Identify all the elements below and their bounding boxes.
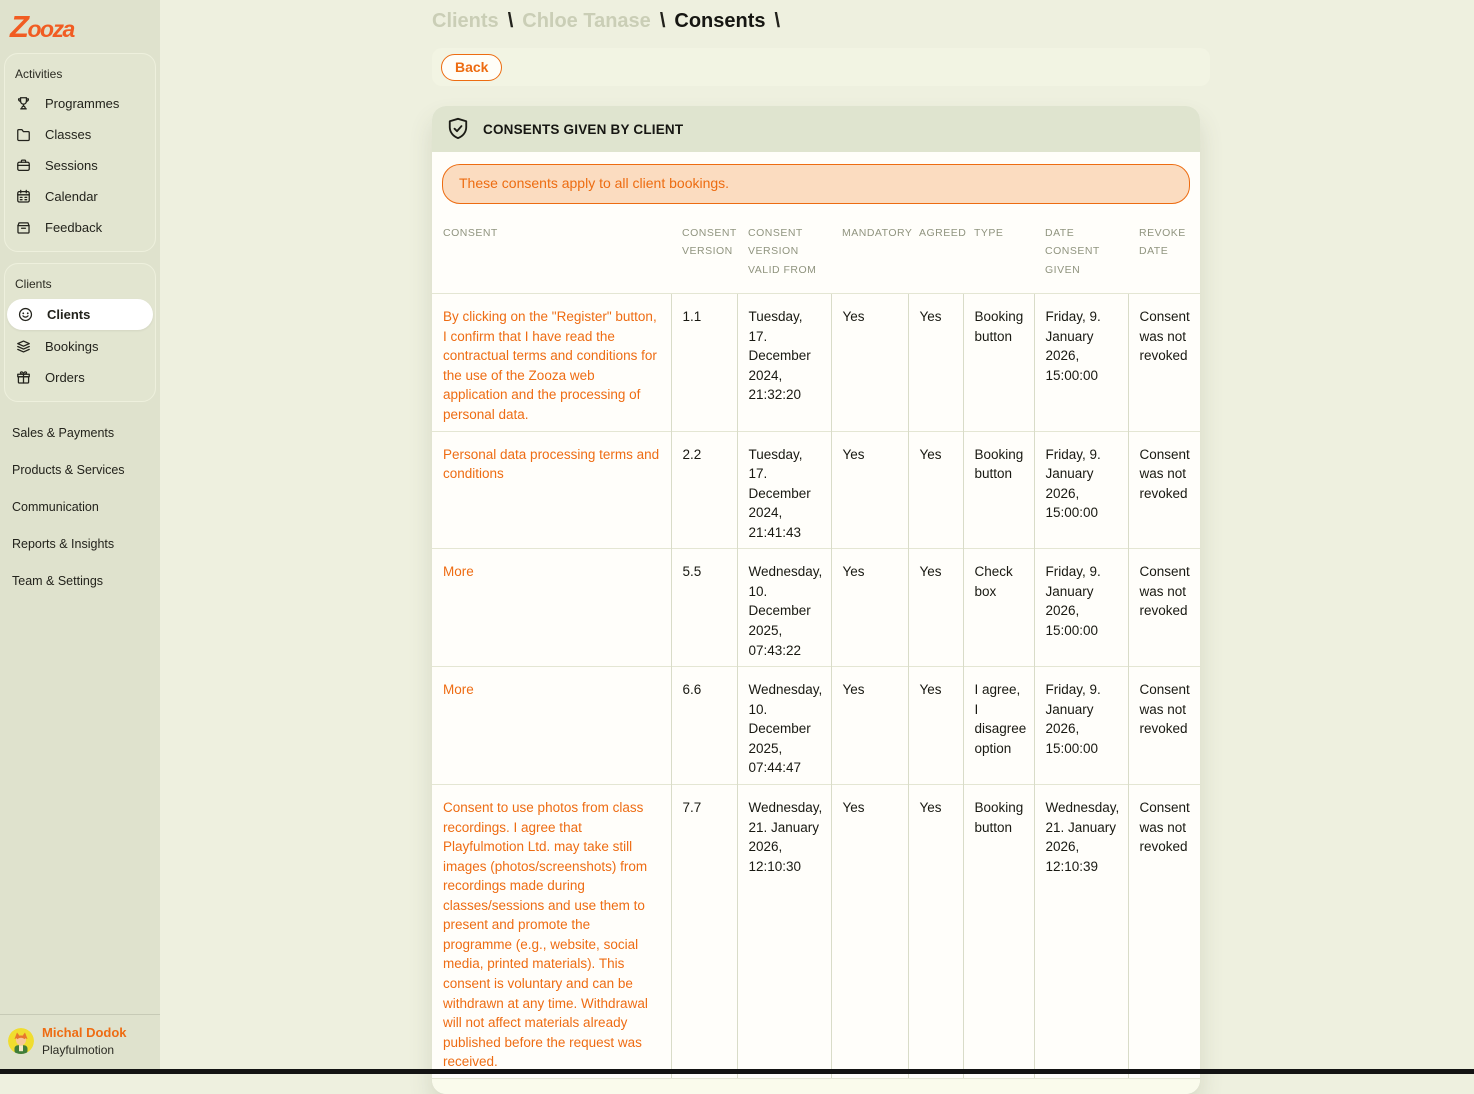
sidebar-item-label: Orders (45, 370, 85, 385)
agreed-cell: Yes (908, 549, 963, 667)
sidebar-item-sessions[interactable] (5, 150, 155, 181)
panel-footer (432, 1078, 1200, 1094)
folder-icon (15, 126, 32, 143)
breadcrumb-separator: \ (774, 10, 781, 32)
sidebar-item-bookings[interactable] (5, 331, 155, 362)
revoke-date-cell: Consent was not revoked (1128, 784, 1200, 1077)
sidebar-item-label: Calendar (45, 189, 98, 204)
sidebar-item-label: Sessions (45, 158, 98, 173)
column-header-consent: CONSENT (443, 227, 498, 239)
table-header-row (432, 212, 1200, 294)
sidebar-link-team-settings[interactable]: Team & Settings (12, 573, 104, 588)
user-name: Michal Dodok (42, 1025, 127, 1041)
breadcrumb-clients[interactable]: Clients (432, 10, 499, 32)
valid-from-cell: Wednesday, 10. December 2025, 07:43:22 (737, 549, 831, 667)
user-organization: Playfulmotion (42, 1042, 115, 1057)
valid-from-cell: Tuesday, 17. December 2024, 21:32:20 (737, 294, 831, 431)
consent-link[interactable]: More (432, 667, 671, 785)
sidebar-links (0, 414, 160, 599)
smiley-icon (17, 306, 34, 323)
trophy-icon (15, 95, 32, 112)
version-cell: 1.1 (671, 294, 737, 431)
table-row (432, 784, 1200, 1077)
revoke-date-cell: Consent was not revoked (1128, 431, 1200, 549)
sidebar (0, 0, 160, 1074)
date-given-cell: Friday, 9. January 2026, 15:00:00 (1034, 549, 1128, 667)
table-row (432, 294, 1200, 431)
version-cell: 2.2 (671, 431, 737, 549)
column-header-date-consent-given: DATE CONSENT GIVEN (1045, 227, 1100, 276)
revoke-date-cell: Consent was not revoked (1128, 549, 1200, 667)
type-cell: Check box (963, 549, 1034, 667)
sidebar-link-products-services[interactable]: Products & Services (12, 462, 125, 477)
consents-panel (432, 106, 1200, 1094)
mandatory-cell: Yes (831, 294, 908, 431)
back-button[interactable]: Back (441, 54, 502, 81)
type-cell: Booking button (963, 784, 1034, 1077)
sidebar-item-feedback[interactable] (5, 212, 155, 243)
agreed-cell: Yes (908, 294, 963, 431)
revoke-date-cell: Consent was not revoked (1128, 294, 1200, 431)
mandatory-cell: Yes (831, 549, 908, 667)
type-cell: Booking button (963, 431, 1034, 549)
sidebar-link-reports-insights[interactable]: Reports & Insights (12, 536, 115, 551)
calendar-icon (15, 188, 32, 205)
main-content (432, 0, 1210, 1094)
version-cell: 5.5 (671, 549, 737, 667)
breadcrumb-consents: Consents (674, 10, 766, 32)
panel-title: CONSENTS GIVEN BY CLIENT (483, 121, 684, 137)
type-cell: Booking button (963, 294, 1034, 431)
agreed-cell: Yes (908, 784, 963, 1077)
briefcase-icon (15, 157, 32, 174)
sidebar-item-clients[interactable] (7, 299, 153, 330)
valid-from-cell: Wednesday, 10. December 2025, 07:44:47 (737, 667, 831, 785)
toolbar (432, 48, 1210, 86)
consent-link[interactable]: Personal data processing terms and conditions (432, 431, 671, 549)
layers-icon (15, 338, 32, 355)
sidebar-item-label: Clients (47, 307, 91, 322)
zooza-logo[interactable]: Zooza (10, 9, 74, 44)
consents-table (432, 212, 1200, 1078)
date-given-cell: Friday, 9. January 2026, 15:00:00 (1034, 294, 1128, 431)
version-cell: 6.6 (671, 667, 737, 785)
date-given-cell: Wednesday, 21. January 2026, 12:10:39 (1034, 784, 1128, 1077)
agreed-cell: Yes (908, 431, 963, 549)
sidebar-item-label: Bookings (45, 339, 99, 354)
sidebar-link-sales-payments[interactable]: Sales & Payments (12, 425, 115, 440)
sidebar-item-label: Programmes (45, 96, 120, 111)
column-header-revoke-date: REVOKE DATE (1139, 227, 1186, 258)
sidebar-group-clients (4, 263, 156, 402)
revoke-date-cell: Consent was not revoked (1128, 667, 1200, 785)
table-row (432, 549, 1200, 667)
sidebar-item-calendar[interactable] (5, 181, 155, 212)
sidebar-group-activities (4, 53, 156, 252)
breadcrumb (432, 0, 1210, 33)
shield-check-icon (445, 116, 471, 142)
breadcrumb-client-name[interactable]: Chloe Tanase (522, 10, 651, 32)
user-profile[interactable] (0, 1014, 160, 1069)
breadcrumb-separator: \ (659, 10, 666, 32)
column-header-consent-version-valid-from: CONSENT VERSION VALID FROM (748, 227, 817, 276)
user-avatar (8, 1028, 34, 1054)
table-row (432, 667, 1200, 785)
column-header-agreed: AGREED (919, 227, 967, 239)
consent-link[interactable]: More (432, 549, 671, 667)
consents-panel-header (432, 106, 1200, 152)
valid-from-cell: Tuesday, 17. December 2024, 21:41:43 (737, 431, 831, 549)
bottom-bar (0, 1069, 1474, 1074)
consents-notice: These consents apply to all client bookings. (442, 164, 1190, 204)
type-cell: I agree, I disagree option (963, 667, 1034, 785)
consent-link[interactable]: By clicking on the "Register" button, I confirm that I have read the contractual terms and conditions for the use of the Zooza web application and the processing of personal data. (432, 294, 671, 431)
mandatory-cell: Yes (831, 667, 908, 785)
sidebar-group-heading: Clients (15, 277, 52, 291)
sidebar-item-label: Feedback (45, 220, 103, 235)
agreed-cell: Yes (908, 667, 963, 785)
mandatory-cell: Yes (831, 431, 908, 549)
mandatory-cell: Yes (831, 784, 908, 1077)
avatar-illustration (8, 1028, 34, 1054)
sidebar-item-programmes[interactable] (5, 88, 155, 119)
sidebar-item-label: Classes (45, 127, 92, 142)
table-row (432, 431, 1200, 549)
date-given-cell: Friday, 9. January 2026, 15:00:00 (1034, 667, 1128, 785)
consent-link[interactable]: Consent to use photos from class recordings. I agree that Playfulmotion Ltd. may take still images (photos/screenshots) from recordings made during classes/sessions and use them to present and promote the programme (e.g., website, social media, printed materials). This consent is voluntary and can be withdrawn at any time. Withdrawal will not affect materials already published before the request was received. (432, 784, 671, 1077)
sidebar-groups (0, 53, 160, 402)
gift-icon (15, 369, 32, 386)
column-header-type: TYPE (974, 227, 1004, 239)
column-header-mandatory: MANDATORY (842, 227, 913, 239)
feedback-box-icon (15, 219, 32, 236)
valid-from-cell: Wednesday, 21. January 2026, 12:10:30 (737, 784, 831, 1077)
breadcrumb-separator: \ (507, 10, 514, 32)
sidebar-link-communication[interactable]: Communication (12, 499, 99, 514)
column-header-consent-version: CONSENT VERSION (682, 227, 737, 258)
sidebar-item-orders[interactable] (5, 362, 155, 393)
sidebar-group-heading: Activities (15, 67, 63, 81)
sidebar-item-classes[interactable] (5, 119, 155, 150)
version-cell: 7.7 (671, 784, 737, 1077)
date-given-cell: Friday, 9. January 2026, 15:00:00 (1034, 431, 1128, 549)
